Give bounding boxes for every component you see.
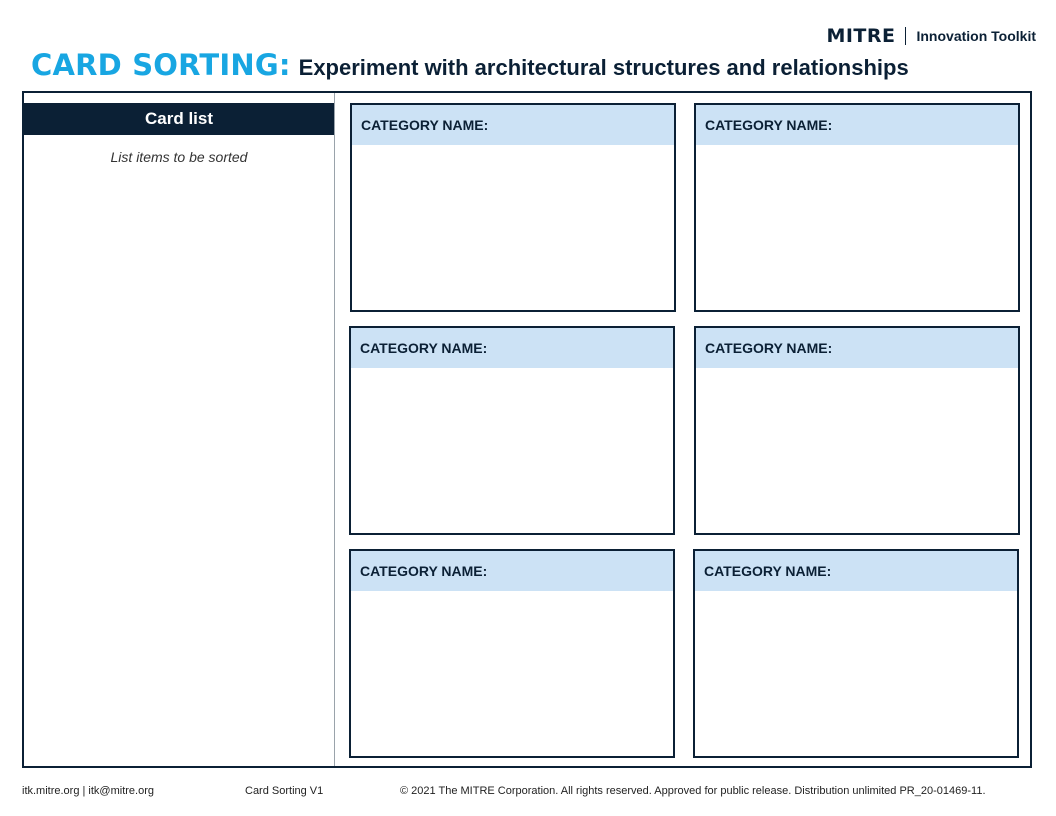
page-title-subtitle: Experiment with architectural structures and relationships <box>298 55 909 80</box>
card-list-panel <box>24 93 335 766</box>
category-name-label: CATEGORY NAME: <box>351 551 673 591</box>
category-box[interactable] <box>693 549 1019 758</box>
page-title <box>31 48 909 82</box>
category-name-label: CATEGORY NAME: <box>696 105 1018 145</box>
category-name-label: CATEGORY NAME: <box>352 105 674 145</box>
category-box[interactable] <box>349 326 675 535</box>
footer-version: Card Sorting V1 <box>245 785 324 797</box>
brand <box>826 24 1036 48</box>
card-list-hint: List items to be sorted <box>110 149 248 165</box>
brand-divider <box>905 27 906 45</box>
page-title-main: CARD SORTING: <box>31 48 291 82</box>
worksheet-frame <box>22 91 1032 768</box>
card-list-header: Card list <box>24 103 334 135</box>
brand-tagline: Innovation Toolkit <box>916 28 1036 44</box>
category-name-label: CATEGORY NAME: <box>696 328 1018 368</box>
category-box[interactable] <box>349 549 675 758</box>
category-box[interactable] <box>350 103 676 312</box>
category-box[interactable] <box>694 103 1020 312</box>
category-name-label: CATEGORY NAME: <box>351 328 673 368</box>
category-name-label: CATEGORY NAME: <box>695 551 1017 591</box>
footer-contact: itk.mitre.org | itk@mitre.org <box>22 785 154 797</box>
category-box[interactable] <box>694 326 1020 535</box>
footer-copyright: © 2021 The MITRE Corporation. All rights reserved. Approved for public release. Distribution unlimited PR_20-01469-11. <box>400 785 986 797</box>
mitre-logo: MITRE <box>826 25 896 47</box>
